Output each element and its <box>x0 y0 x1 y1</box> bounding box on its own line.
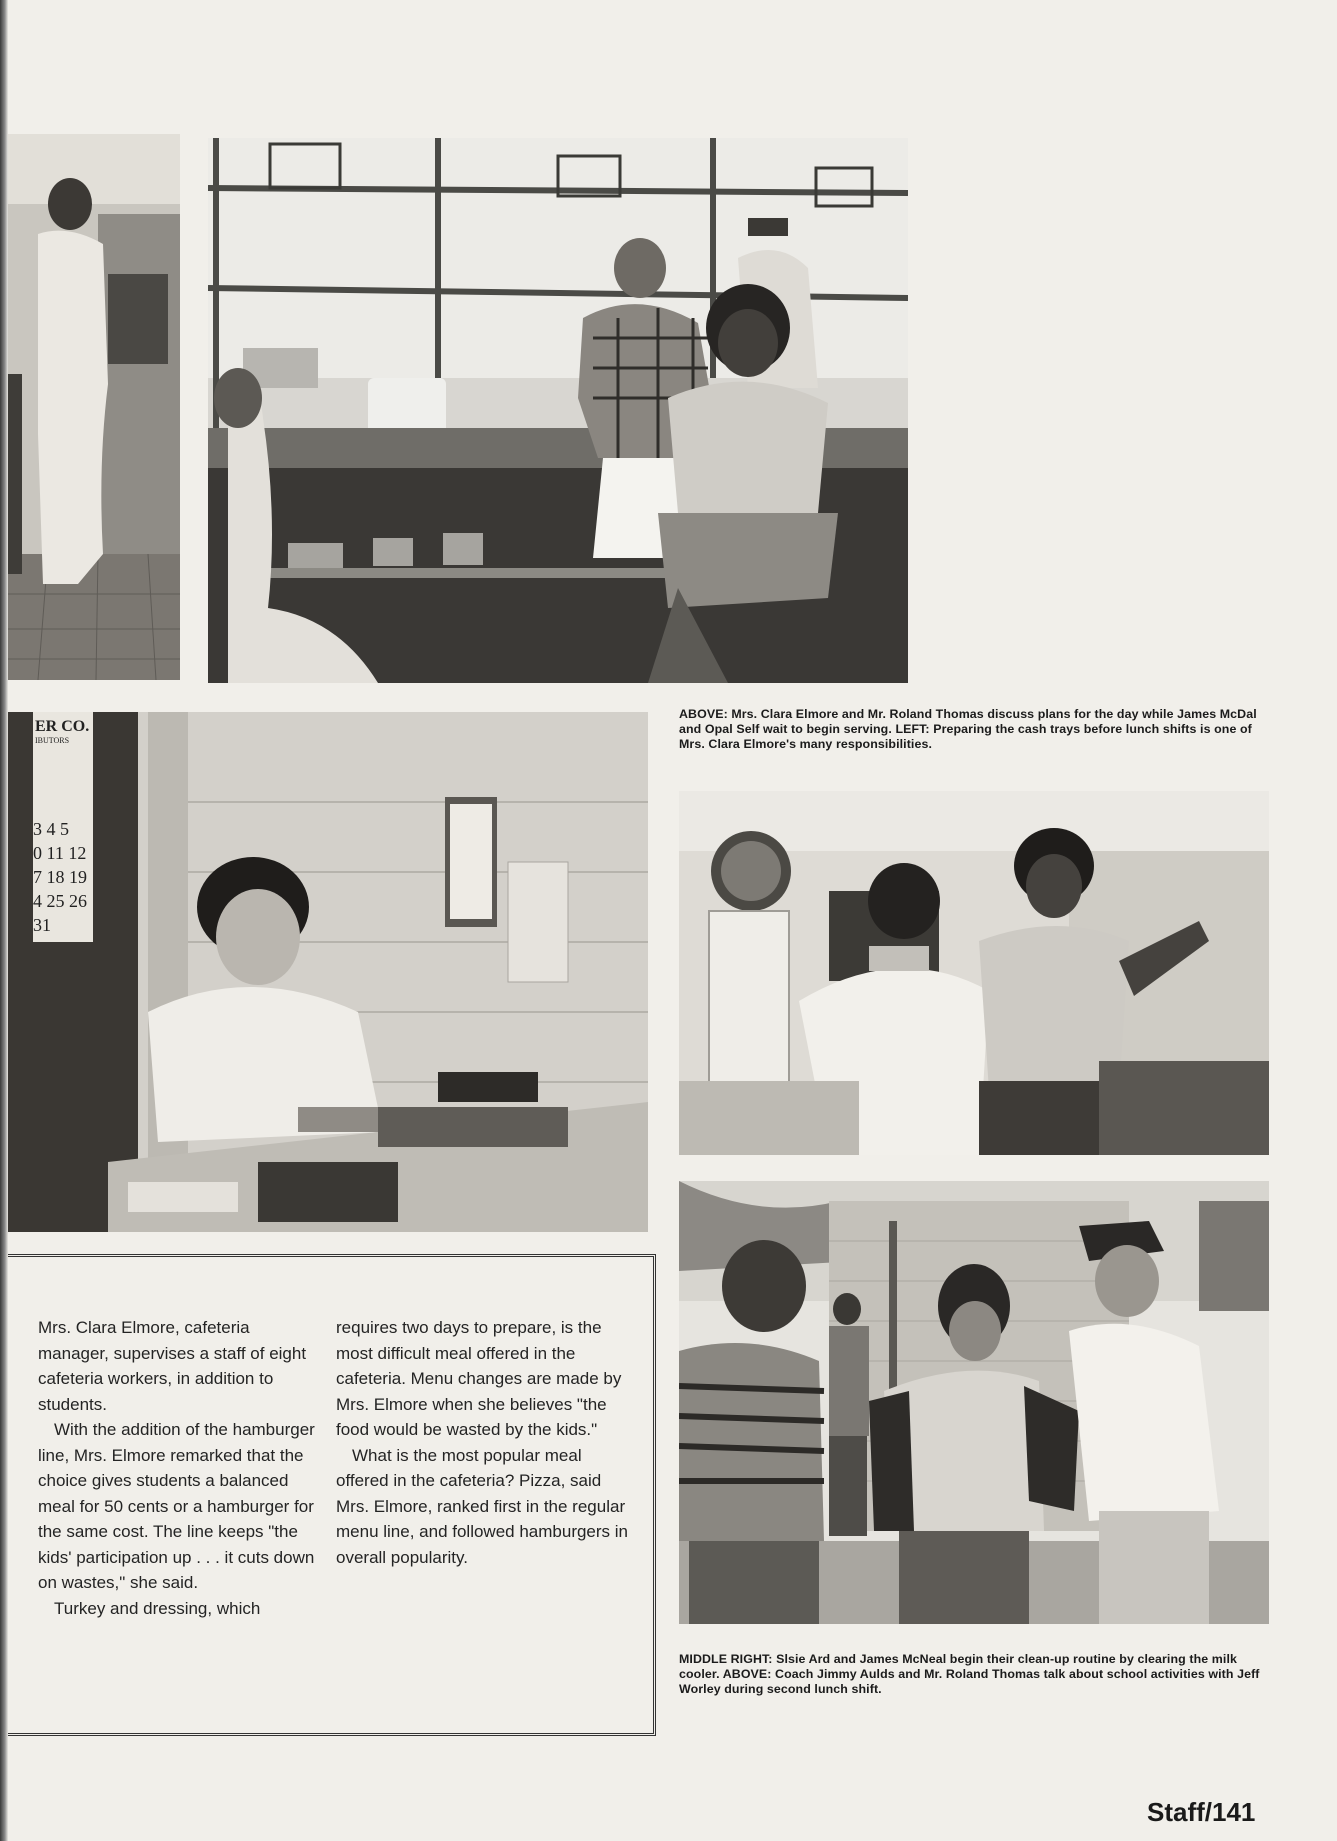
calendar-row: 7 18 19 <box>33 867 87 887</box>
photo-cashier-preparing-trays <box>8 712 648 1232</box>
calendar-subheader: IBUTORS <box>35 736 70 745</box>
story-paragraph: Turkey and dressing, which <box>54 1598 261 1618</box>
calendar-fragment <box>33 712 93 942</box>
photo-milk-cooler-cleanup <box>679 791 1269 1155</box>
caption-above-left: ABOVE: Mrs. Clara Elmore and Mr. Roland Thomas discuss plans for the day while James McDal and Opal Self wait to begin serving. LEFT: Preparing the cash trays before lunch shifts is one of Mrs. Clara Elmore's many responsibilities. <box>679 707 1257 751</box>
photo-kitchen-discussion <box>208 138 908 683</box>
calendar-row: 4 25 26 <box>33 891 87 911</box>
story-column-2 <box>336 1315 634 1570</box>
photo-kitchen-worker-phone <box>8 134 180 680</box>
photo-outdoor-conversation <box>679 1181 1269 1624</box>
caption-middle-right-above: MIDDLE RIGHT: Slsie Ard and James McNeal begin their clean-up routine by clearing the milk cooler. ABOVE: Coach Jimmy Aulds and Mr. Roland Thomas talk about school activities with Jeff Worley during second lunch shift. <box>679 1652 1260 1696</box>
story-paragraph: What is the most popular meal offered in the cafeteria? Pizza, said Mrs. Elmore, ranked first in the regular menu line, and followed hamburgers in overall popularity. <box>336 1445 629 1567</box>
story-column-1 <box>38 1315 318 1621</box>
binding-edge <box>0 0 8 1841</box>
calendar-row: 0 11 12 <box>33 843 87 863</box>
calendar-header: ER CO. <box>35 718 90 735</box>
story-paragraph: Mrs. Clara Elmore, cafeteria manager, supervises a staff of eight cafeteria workers, in addition to students. <box>38 1318 307 1414</box>
page-number: Staff/141 <box>1147 1797 1256 1827</box>
calendar-row: 3 4 5 <box>33 819 69 839</box>
story-paragraph: requires two days to prepare, is the most difficult meal offered in the cafeteria. Menu changes are made by Mrs. Elmore when she believes "the food would be wasted by the kids." <box>336 1318 622 1439</box>
story-paragraph: With the addition of the hamburger line, Mrs. Elmore remarked that the choice gives students a balanced meal for 50 cents or a hamburger for the same cost. The line keeps "the kids' participation up . . . it cuts down on wastes," she said. <box>38 1420 315 1592</box>
calendar-row: 31 <box>33 915 51 935</box>
